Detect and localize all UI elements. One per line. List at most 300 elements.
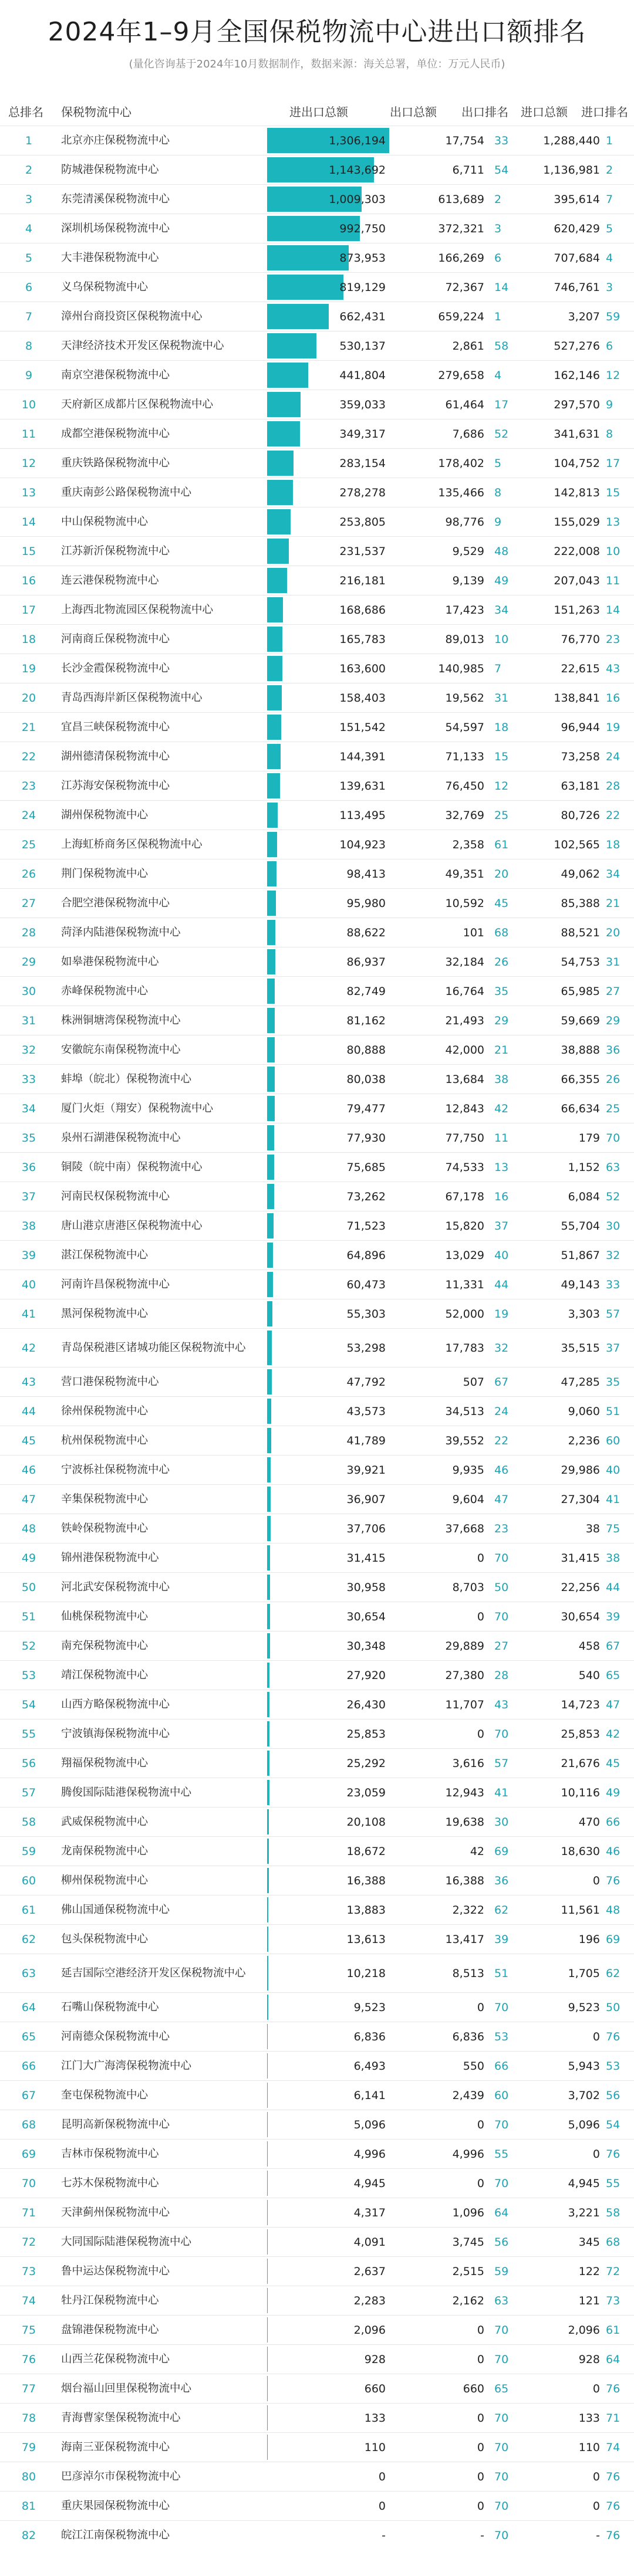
- import-rank-cell: 2: [606, 163, 613, 177]
- table-row: [0, 2198, 634, 2227]
- import-cell: 9,523: [568, 2000, 600, 2014]
- export-rank-cell: 70: [494, 2000, 509, 2014]
- rank-cell: 67: [21, 2088, 36, 2102]
- rank-cell: 63: [21, 1966, 36, 1980]
- export-cell: 15,820: [445, 1219, 484, 1233]
- table-row: [0, 1866, 634, 1895]
- export-rank-cell: 60: [494, 2088, 509, 2102]
- total-cell: 30,348: [346, 1639, 386, 1653]
- rank-cell: 69: [21, 2147, 36, 2161]
- rank-cell: 29: [21, 955, 36, 969]
- rank-cell: 54: [21, 1698, 36, 1711]
- name-cell: 天津经济技术开发区保税物流中心: [61, 339, 224, 352]
- import-rank-cell: 48: [606, 1903, 620, 1917]
- export-rank-cell: 45: [494, 896, 509, 910]
- rank-cell: 28: [21, 926, 36, 939]
- total-cell: 88,622: [346, 926, 386, 939]
- export-rank-cell: 33: [494, 134, 509, 147]
- import-cell: 31,415: [561, 1551, 600, 1565]
- name-cell: 武威保税物流中心: [61, 1815, 149, 1828]
- table-row: [0, 1484, 634, 1514]
- import-rank-cell: 27: [606, 984, 620, 998]
- export-cell: 6,836: [452, 2030, 484, 2043]
- rank-cell: 21: [21, 720, 36, 734]
- total-cell: 0: [378, 2499, 386, 2513]
- rank-cell: 37: [21, 1190, 36, 1203]
- name-cell: 锦州港保税物流中心: [61, 1551, 159, 1564]
- export-rank-cell: 18: [494, 720, 509, 734]
- table-row: [0, 2286, 634, 2315]
- export-cell: 613,689: [438, 192, 484, 206]
- import-cell: 162,146: [554, 368, 600, 382]
- import-cell: 341,631: [554, 427, 600, 441]
- rank-cell: 20: [21, 691, 36, 705]
- rank-cell: 32: [21, 1043, 36, 1057]
- rank-cell: 53: [21, 1668, 36, 1682]
- export-cell: 52,000: [445, 1307, 484, 1321]
- import-rank-cell: 45: [606, 1756, 620, 1770]
- rank-cell: 1: [25, 134, 33, 147]
- name-cell: 佛山国通保税物流中心: [61, 1903, 170, 1916]
- name-cell: 辛集保税物流中心: [61, 1492, 149, 1505]
- table-row: [0, 1270, 634, 1299]
- name-cell: 青岛西海岸新区保税物流中心: [61, 691, 203, 704]
- import-rank-cell: 22: [606, 808, 620, 822]
- total-cell: 16,388: [346, 1874, 386, 1887]
- import-rank-cell: 11: [606, 574, 620, 587]
- total-cell: 2,096: [353, 2323, 386, 2337]
- import-rank-cell: 76: [606, 2470, 620, 2483]
- name-cell: 河南民权保税物流中心: [61, 1190, 170, 1203]
- table-row: [0, 2110, 634, 2139]
- export-rank-cell: 70: [494, 1610, 509, 1623]
- total-cell: 95,980: [346, 896, 386, 910]
- name-cell: 合肥空港保税物流中心: [61, 896, 170, 909]
- name-cell: 湖州德清保税物流中心: [61, 750, 170, 763]
- total-cell: 41,789: [346, 1434, 386, 1447]
- total-cell: 1,009,303: [329, 192, 386, 206]
- rank-cell: 57: [21, 1786, 36, 1799]
- name-cell: 如皋港保税物流中心: [61, 955, 159, 968]
- name-cell: 宁波栎社保税物流中心: [61, 1463, 170, 1476]
- table-row: [0, 947, 634, 976]
- table-row: [0, 1924, 634, 1954]
- table-row: [0, 1211, 634, 1240]
- rank-cell: 3: [25, 192, 33, 206]
- import-rank-cell: 60: [606, 1434, 620, 1447]
- table-row: [0, 859, 634, 888]
- export-rank-cell: 30: [494, 1815, 509, 1829]
- import-rank-cell: 76: [606, 2147, 620, 2161]
- rank-cell: 66: [21, 2059, 36, 2073]
- export-cell: 0: [477, 2118, 484, 2131]
- name-cell: 宁波镇海保税物流中心: [61, 1727, 170, 1740]
- export-rank-cell: 37: [494, 1219, 509, 1233]
- export-cell: 4,996: [452, 2147, 484, 2161]
- import-rank-cell: 74: [606, 2440, 620, 2454]
- rank-cell: 71: [21, 2206, 36, 2219]
- export-rank-cell: 50: [494, 1580, 509, 1594]
- import-cell: 458: [578, 1639, 600, 1653]
- export-cell: 140,985: [438, 662, 484, 675]
- export-cell: 21,493: [445, 1014, 484, 1027]
- table-row: [0, 1006, 634, 1035]
- import-cell: 928: [578, 2352, 600, 2366]
- import-rank-cell: 5: [606, 222, 613, 235]
- total-cell: 819,129: [339, 280, 386, 294]
- import-cell: 0: [592, 2470, 600, 2483]
- export-cell: 76,450: [445, 779, 484, 793]
- export-cell: 32,184: [445, 955, 484, 969]
- export-rank-cell: 29: [494, 1014, 509, 1027]
- table-row: [0, 800, 634, 830]
- export-cell: 2,861: [452, 339, 484, 353]
- table-row: [0, 595, 634, 624]
- import-rank-cell: 41: [606, 1492, 620, 1506]
- total-cell: 20,108: [346, 1815, 386, 1829]
- name-cell: 重庆铁路保税物流中心: [61, 456, 170, 469]
- rank-cell: 24: [21, 808, 36, 822]
- export-cell: 61,464: [445, 398, 484, 411]
- import-rank-cell: 6: [606, 339, 613, 353]
- export-cell: 42,000: [445, 1043, 484, 1057]
- import-cell: 49,143: [561, 1278, 600, 1291]
- name-cell: 河南商丘保税物流中心: [61, 632, 170, 645]
- name-cell: 昆明高新保税物流中心: [61, 2118, 170, 2131]
- total-cell: 4,091: [353, 2235, 386, 2249]
- rank-cell: 77: [21, 2382, 36, 2395]
- table-row: [0, 1631, 634, 1660]
- table-row: [0, 2022, 634, 2051]
- import-cell: 395,614: [554, 192, 600, 206]
- total-cell: 928: [364, 2352, 386, 2366]
- rank-cell: 33: [21, 1072, 36, 1086]
- total-cell: 37,706: [346, 1522, 386, 1535]
- table-row: [0, 1328, 634, 1367]
- name-cell: 江苏新沂保税物流中心: [61, 544, 170, 557]
- import-rank-cell: 35: [606, 1375, 620, 1389]
- table-row: [0, 1426, 634, 1455]
- rank-cell: 26: [21, 867, 36, 881]
- import-rank-cell: 76: [606, 2528, 620, 2542]
- table-row: [0, 390, 634, 419]
- name-cell: 漳州台商投资区保税物流中心: [61, 310, 203, 323]
- table-row: [0, 1543, 634, 1572]
- rank-cell: 8: [25, 339, 33, 353]
- import-rank-cell: 50: [606, 2000, 620, 2014]
- import-rank-cell: 54: [606, 2118, 620, 2131]
- import-cell: 59,669: [561, 1014, 600, 1027]
- export-rank-cell: 9: [494, 515, 502, 529]
- total-cell: 10,218: [346, 1966, 386, 1980]
- export-cell: 72,367: [445, 280, 484, 294]
- name-cell: 江苏海安保税物流中心: [61, 779, 170, 792]
- import-rank-cell: 40: [606, 1463, 620, 1477]
- import-cell: 142,813: [554, 486, 600, 499]
- name-cell: 菏泽内陆港保税物流中心: [61, 926, 181, 939]
- export-cell: 77,750: [445, 1131, 484, 1145]
- table-row: [0, 1064, 634, 1094]
- export-cell: 2,439: [452, 2088, 484, 2102]
- table-row: [0, 742, 634, 771]
- total-cell: 73,262: [346, 1190, 386, 1203]
- rank-cell: 64: [21, 2000, 36, 2014]
- rank-cell: 30: [21, 984, 36, 998]
- import-rank-cell: 37: [606, 1341, 620, 1355]
- page-title: 2024年1–9月全国保税物流中心进出口额排名: [48, 17, 586, 47]
- total-cell: 60,473: [346, 1278, 386, 1291]
- export-rank-cell: 41: [494, 1786, 509, 1799]
- table-row: [0, 2080, 634, 2110]
- export-cell: 0: [477, 2470, 484, 2483]
- name-cell: 河北武安保税物流中心: [61, 1580, 170, 1593]
- table-row: [0, 1094, 634, 1123]
- export-cell: 7,686: [452, 427, 484, 441]
- name-cell: 江门大广海湾保税物流中心: [61, 2059, 192, 2072]
- name-cell: 株洲铜塘湾保税物流中心: [61, 1014, 181, 1027]
- total-cell: 82,749: [346, 984, 386, 998]
- name-cell: 天府新区成都片区保税物流中心: [61, 398, 214, 411]
- table-row: [0, 331, 634, 360]
- total-cell: 71,523: [346, 1219, 386, 1233]
- name-cell: 长沙金霞保税物流中心: [61, 662, 170, 675]
- export-cell: 71,133: [445, 750, 484, 763]
- export-rank-cell: 8: [494, 486, 502, 499]
- export-rank-cell: 14: [494, 280, 509, 294]
- total-cell: 1,143,692: [329, 163, 386, 177]
- import-cell: 527,276: [554, 339, 600, 353]
- export-cell: 0: [477, 2176, 484, 2190]
- export-rank-cell: 34: [494, 603, 509, 617]
- table-row: [0, 2374, 634, 2403]
- rank-cell: 65: [21, 2030, 36, 2043]
- rank-cell: 60: [21, 1874, 36, 1887]
- export-rank-cell: 19: [494, 1307, 509, 1321]
- name-cell: 石嘴山保税物流中心: [61, 2000, 159, 2013]
- table-row: [0, 419, 634, 448]
- export-rank-cell: 23: [494, 1522, 509, 1535]
- table-row: [0, 1123, 634, 1152]
- import-rank-cell: 58: [606, 2206, 620, 2219]
- export-cell: 13,029: [445, 1248, 484, 1262]
- import-cell: 14,723: [561, 1698, 600, 1711]
- name-cell: 包头保税物流中心: [61, 1932, 149, 1945]
- total-cell: 4,317: [353, 2206, 386, 2219]
- total-cell: 39,921: [346, 1463, 386, 1477]
- export-cell: 279,658: [438, 368, 484, 382]
- total-cell: 4,945: [353, 2176, 386, 2190]
- rank-cell: 17: [21, 603, 36, 617]
- export-cell: 6,711: [452, 163, 484, 177]
- name-cell: 牡丹江保税物流中心: [61, 2294, 159, 2307]
- name-cell: 东莞清溪保税物流中心: [61, 192, 170, 205]
- import-rank-cell: 16: [606, 691, 620, 705]
- import-cell: 5,943: [568, 2059, 600, 2073]
- import-rank-cell: 64: [606, 2352, 620, 2366]
- name-cell: 青海曹家堡保税物流中心: [61, 2411, 181, 2424]
- total-cell: 231,537: [339, 544, 386, 558]
- import-rank-cell: 43: [606, 662, 620, 675]
- export-rank-cell: 51: [494, 1966, 509, 1980]
- table-row: [0, 2256, 634, 2286]
- export-cell: 2,358: [452, 838, 484, 851]
- name-cell: 烟台福山回里保税物流中心: [61, 2382, 192, 2395]
- import-rank-cell: 7: [606, 192, 613, 206]
- name-cell: 防城港保税物流中心: [61, 163, 159, 176]
- total-cell: 31,415: [346, 1551, 386, 1565]
- export-cell: 0: [477, 2323, 484, 2337]
- total-cell: 168,686: [339, 603, 386, 617]
- total-cell: 47,792: [346, 1375, 386, 1389]
- export-cell: 2,162: [452, 2294, 484, 2307]
- import-rank-cell: 33: [606, 1278, 620, 1291]
- name-cell: 铜陵（皖中南）保税物流中心: [61, 1160, 203, 1173]
- rank-cell: 41: [21, 1307, 36, 1321]
- table-row: [0, 1602, 634, 1631]
- rank-cell: 39: [21, 1248, 36, 1262]
- rank-cell: 56: [21, 1756, 36, 1770]
- import-rank-cell: 12: [606, 368, 620, 382]
- import-cell: 707,684: [554, 251, 600, 265]
- import-rank-cell: 10: [606, 544, 620, 558]
- export-cell: 1,096: [452, 2206, 484, 2219]
- import-rank-cell: 71: [606, 2411, 620, 2425]
- export-cell: 13,417: [445, 1932, 484, 1946]
- table-row: [0, 1895, 634, 1924]
- import-cell: 38: [585, 1522, 600, 1535]
- table-row: [0, 2227, 634, 2256]
- name-cell: 巴彦淖尔市保税物流中心: [61, 2470, 181, 2483]
- import-cell: 49,062: [561, 867, 600, 881]
- table-row: [0, 683, 634, 712]
- name-cell: 安徽皖东南保税物流中心: [61, 1043, 181, 1056]
- table-row: [0, 243, 634, 272]
- total-cell: 278,278: [339, 486, 386, 499]
- name-cell: 延吉国际空港经济开发区保税物流中心: [61, 1966, 246, 1979]
- import-cell: 1,136,981: [543, 163, 600, 177]
- rank-cell: 79: [21, 2440, 36, 2454]
- import-rank-cell: 75: [606, 1522, 620, 1535]
- rank-cell: 9: [25, 368, 33, 382]
- rank-cell: 6: [25, 280, 33, 294]
- export-cell: 9,529: [452, 544, 484, 558]
- table-row: [0, 536, 634, 566]
- name-cell: 南充保税物流中心: [61, 1639, 149, 1652]
- import-rank-cell: 67: [606, 1639, 620, 1653]
- export-rank-cell: 70: [494, 2352, 509, 2366]
- rank-cell: 13: [21, 486, 36, 499]
- export-cell: 0: [477, 2411, 484, 2425]
- export-rank-cell: 65: [494, 2382, 509, 2395]
- export-cell: 17,783: [445, 1341, 484, 1355]
- total-cell: 144,391: [339, 750, 386, 763]
- table-row: [0, 448, 634, 478]
- table-row: [0, 1182, 634, 1211]
- header-export: 出口总额: [390, 105, 437, 119]
- total-cell: 25,853: [346, 1727, 386, 1741]
- export-cell: 54,597: [445, 720, 484, 734]
- import-rank-cell: 63: [606, 1160, 620, 1174]
- total-cell: 5,096: [353, 2118, 386, 2131]
- rank-cell: 31: [21, 1014, 36, 1027]
- import-rank-cell: 28: [606, 779, 620, 793]
- export-cell: 550: [463, 2059, 484, 2073]
- rank-cell: 48: [21, 1522, 36, 1535]
- import-rank-cell: 3: [606, 280, 613, 294]
- export-cell: 0: [477, 2352, 484, 2366]
- name-cell: 柳州保税物流中心: [61, 1874, 149, 1887]
- import-cell: 25,853: [561, 1727, 600, 1741]
- import-rank-cell: 19: [606, 720, 620, 734]
- total-cell: 253,805: [339, 515, 386, 529]
- import-rank-cell: 68: [606, 2235, 620, 2249]
- total-cell: 151,542: [339, 720, 386, 734]
- export-rank-cell: 69: [494, 1844, 509, 1858]
- name-cell: 荆门保税物流中心: [61, 867, 149, 880]
- export-cell: 0: [477, 2440, 484, 2454]
- name-cell: 奎屯保税物流中心: [61, 2088, 149, 2101]
- total-cell: 43,573: [346, 1404, 386, 1418]
- table-row: [0, 1152, 634, 1182]
- export-cell: 3,745: [452, 2235, 484, 2249]
- name-cell: 大丰港保税物流中心: [61, 251, 159, 264]
- import-cell: 30,654: [561, 1610, 600, 1623]
- total-cell: 77,930: [346, 1131, 386, 1145]
- name-cell: 河南许昌保税物流中心: [61, 1278, 170, 1291]
- export-cell: 42: [470, 1844, 484, 1858]
- export-rank-cell: 70: [494, 2323, 509, 2337]
- name-cell: 大同国际陆港保税物流中心: [61, 2235, 192, 2248]
- import-rank-cell: 25: [606, 1102, 620, 1115]
- name-cell: 营口港保税物流中心: [61, 1375, 159, 1388]
- total-cell: 36,907: [346, 1492, 386, 1506]
- table-row: [0, 2344, 634, 2374]
- table-row: [0, 771, 634, 800]
- export-rank-cell: 22: [494, 1434, 509, 1447]
- export-cell: 74,533: [445, 1160, 484, 1174]
- name-cell: 翔福保税物流中心: [61, 1756, 149, 1769]
- column-headers: [0, 99, 634, 126]
- import-rank-cell: 65: [606, 1668, 620, 1682]
- rank-cell: 2: [25, 163, 33, 177]
- import-rank-cell: 21: [606, 896, 620, 910]
- export-rank-cell: 68: [494, 926, 509, 939]
- name-cell: 七苏木保税物流中心: [61, 2176, 159, 2189]
- import-cell: 0: [592, 2499, 600, 2513]
- rank-cell: 43: [21, 1375, 36, 1389]
- export-cell: 32,769: [445, 808, 484, 822]
- total-cell: 4,996: [353, 2147, 386, 2161]
- name-cell: 徐州保税物流中心: [61, 1404, 149, 1417]
- export-rank-cell: 59: [494, 2264, 509, 2278]
- import-cell: 96,944: [561, 720, 600, 734]
- name-cell: 皖江江南保税物流中心: [61, 2528, 170, 2541]
- rank-cell: 18: [21, 632, 36, 646]
- export-cell: 660: [463, 2382, 484, 2395]
- export-rank-cell: 55: [494, 2147, 509, 2161]
- table-row: [0, 624, 634, 654]
- name-cell: 厦门火炬（翔安）保税物流中心: [61, 1102, 214, 1115]
- rank-cell: 73: [21, 2264, 36, 2278]
- name-cell: 山西兰花保税物流中心: [61, 2352, 170, 2365]
- rank-cell: 23: [21, 779, 36, 793]
- export-cell: 166,269: [438, 251, 484, 265]
- export-rank-cell: 53: [494, 2030, 509, 2043]
- rank-cell: 15: [21, 544, 36, 558]
- total-cell: 992,750: [339, 222, 386, 235]
- header-total: 进出口总额: [289, 105, 348, 119]
- table-row: [0, 1690, 634, 1719]
